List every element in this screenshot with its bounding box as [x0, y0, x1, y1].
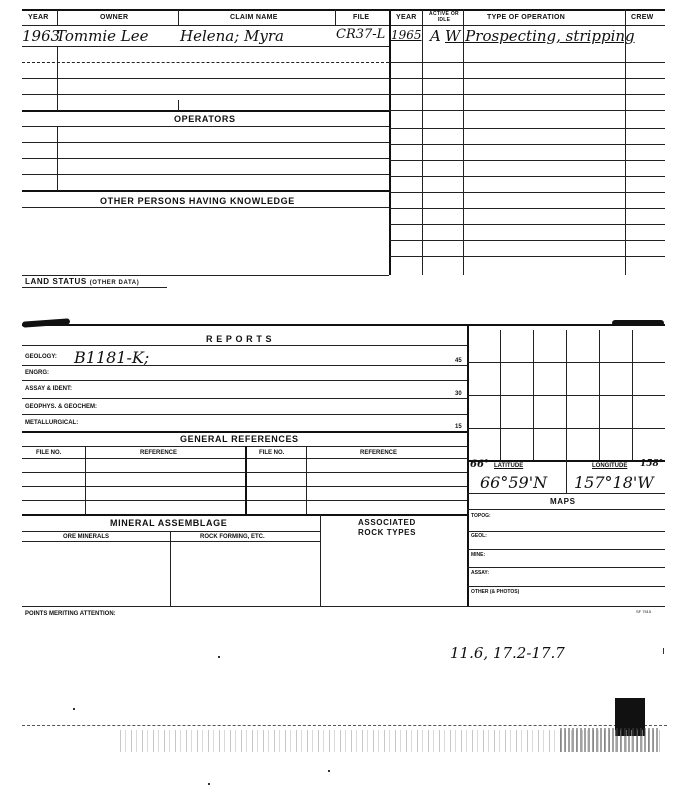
- map-assay-label: ASSAY:: [471, 570, 490, 576]
- row-line: [22, 345, 467, 346]
- row-line: [389, 240, 665, 241]
- metallurgical-number: 15: [455, 424, 462, 430]
- header-type-of-operation: TYPE OF OPERATION: [487, 14, 566, 21]
- ore-minerals-header: ORE MINERALS: [63, 534, 110, 540]
- other-persons-top-border: [22, 190, 389, 192]
- latitude-label: LATITUDE: [494, 463, 524, 469]
- col-sep-crew: [625, 9, 626, 275]
- entry-active: A: [430, 27, 441, 45]
- row-line: [389, 176, 665, 177]
- col-sep: [57, 126, 58, 190]
- row-line: [22, 94, 389, 95]
- land-status-title: LAND STATUS (OTHER DATA): [25, 277, 140, 286]
- top-border: [22, 9, 665, 11]
- grid-line: [467, 362, 665, 363]
- col-sep-active: [422, 9, 423, 275]
- tape-mark: [612, 320, 664, 326]
- scan-speck: [328, 770, 330, 772]
- page-note: 11.6, 17.2-17.7: [450, 644, 565, 662]
- hdr-sep: [57, 9, 58, 25]
- row-line: [389, 62, 665, 63]
- ref-reference-header-2: REFERENCE: [360, 450, 398, 456]
- scan-speck: [73, 708, 75, 710]
- header-owner: OWNER: [100, 14, 129, 21]
- row-line: [22, 126, 389, 127]
- col-sep: [306, 446, 307, 514]
- row-line: [22, 158, 389, 159]
- maps-title: MAPS: [550, 497, 576, 506]
- scan-speck: [663, 648, 664, 654]
- main-divider: [389, 9, 391, 275]
- operators-top-border: [22, 110, 389, 112]
- reports-top-border: [22, 324, 665, 326]
- map-mine-label: MINE:: [471, 552, 486, 558]
- row-line: [467, 549, 665, 550]
- col-sep-operation: [463, 9, 464, 275]
- row-line: [389, 160, 665, 161]
- engrg-label: ENGRG:: [25, 370, 49, 376]
- mineral-assemblage-top-border: [22, 514, 467, 516]
- header-active-or-idle: ACTIVE OR IDLE: [429, 11, 459, 23]
- row-line: [22, 62, 389, 63]
- entry-claim-name: Helena; Myra: [180, 27, 285, 45]
- row-line: [22, 531, 320, 532]
- geology-number: 45: [455, 358, 462, 364]
- reports-title: R E P O R T S: [206, 334, 273, 344]
- row-line: [389, 256, 665, 257]
- row-line: [467, 493, 665, 494]
- map-geol-label: GEOL:: [471, 533, 487, 539]
- operators-title: OPERATORS: [174, 114, 236, 124]
- form-code: SF 7515: [636, 609, 652, 614]
- assay-number: 30: [455, 391, 462, 397]
- row-line: [22, 207, 389, 208]
- col-sep: [245, 446, 247, 514]
- row-line: [389, 192, 665, 193]
- row-line: [389, 144, 665, 145]
- row-line: [22, 142, 389, 143]
- points-meriting-attention: POINTS MERITING ATTENTION:: [25, 611, 116, 617]
- row-line: [389, 224, 665, 225]
- col-sep: [57, 46, 58, 110]
- entry-file: CR37-L: [336, 27, 386, 42]
- associated-rock-types-title-2: ROCK TYPES: [358, 528, 417, 537]
- header-claim-name: CLAIM NAME: [230, 14, 278, 21]
- row-line: [467, 586, 665, 587]
- header-crew: CREW: [631, 14, 654, 21]
- col-sep: [85, 446, 86, 514]
- longitude-value: 157°18'W: [574, 473, 654, 492]
- scan-artifact-line: [22, 725, 667, 726]
- grid-line: [467, 395, 665, 396]
- reports-right-divider: [467, 324, 469, 606]
- ref-file-no-header-2: FILE NO.: [259, 450, 285, 456]
- latitude-value: 66°59'N: [480, 473, 548, 492]
- row-line: [389, 110, 665, 111]
- row-line: [22, 398, 467, 399]
- header-file: FILE: [353, 14, 370, 21]
- grid-line: [467, 428, 665, 429]
- row-line: [389, 78, 665, 79]
- row-line: [389, 208, 665, 209]
- row-line: [467, 531, 665, 532]
- row-line: [22, 174, 389, 175]
- map-topog-label: TOPOG:: [471, 513, 491, 519]
- row-line: [22, 46, 389, 47]
- rock-forming-header: ROCK FORMING, ETC.: [200, 534, 265, 540]
- row-line: [467, 567, 665, 568]
- header-year: YEAR: [28, 14, 49, 21]
- land-status-underline: [22, 287, 167, 288]
- row-line: [22, 365, 467, 366]
- row-line: [389, 128, 665, 129]
- geophys-label: GEOPHYS. & GEOCHEM:: [25, 404, 98, 410]
- geology-label: GEOLOGY:: [25, 354, 57, 360]
- associated-rock-types-title-1: ASSOCIATED: [358, 518, 416, 527]
- ref-file-no-header: FILE NO.: [36, 450, 62, 456]
- hdr-sep: [178, 9, 179, 25]
- row-line: [22, 275, 389, 276]
- geology-value: B1181-K;: [74, 348, 150, 367]
- entry-year: 1963: [22, 27, 61, 45]
- row-line: [22, 78, 389, 79]
- header-bottom-border: [22, 25, 665, 26]
- row-line: [467, 509, 665, 510]
- ref-reference-header: REFERENCE: [140, 450, 178, 456]
- latitude-degree-mark: 66°: [470, 459, 489, 470]
- row-line: [389, 94, 665, 95]
- longitude-degree-mark: 158°: [640, 459, 664, 469]
- tape-mark: [22, 318, 70, 327]
- mineral-assemblage-title: MINERAL ASSEMBLAGE: [110, 518, 228, 528]
- col-sep: [320, 514, 321, 606]
- row-line: [22, 541, 320, 542]
- header-year-2: YEAR: [396, 14, 417, 21]
- entry-year-2: 1965: [391, 28, 422, 42]
- metallurgical-label: METALLURGICAL:: [25, 420, 79, 426]
- scan-noise: [560, 728, 660, 752]
- coord-sep: [566, 460, 567, 493]
- assay-label: ASSAY & IDENT:: [25, 386, 73, 392]
- row-line: [22, 380, 467, 381]
- scan-speck: [208, 783, 210, 785]
- map-other-label: OTHER (& PHOTOS): [471, 589, 520, 595]
- row-line: [22, 414, 467, 415]
- col-sep: [170, 531, 171, 606]
- entry-operation: W Prospecting, stripping: [445, 27, 635, 45]
- col-sep: [178, 100, 179, 110]
- bottom-border: [22, 606, 665, 607]
- general-references-top-border: [22, 431, 467, 433]
- longitude-label: LONGITUDE: [592, 463, 628, 469]
- entry-owner: Tommie Lee: [56, 27, 149, 45]
- hdr-sep: [335, 9, 336, 25]
- scan-speck: [218, 656, 220, 658]
- general-references-title: GENERAL REFERENCES: [180, 434, 299, 444]
- other-persons-title: OTHER PERSONS HAVING KNOWLEDGE: [100, 196, 295, 206]
